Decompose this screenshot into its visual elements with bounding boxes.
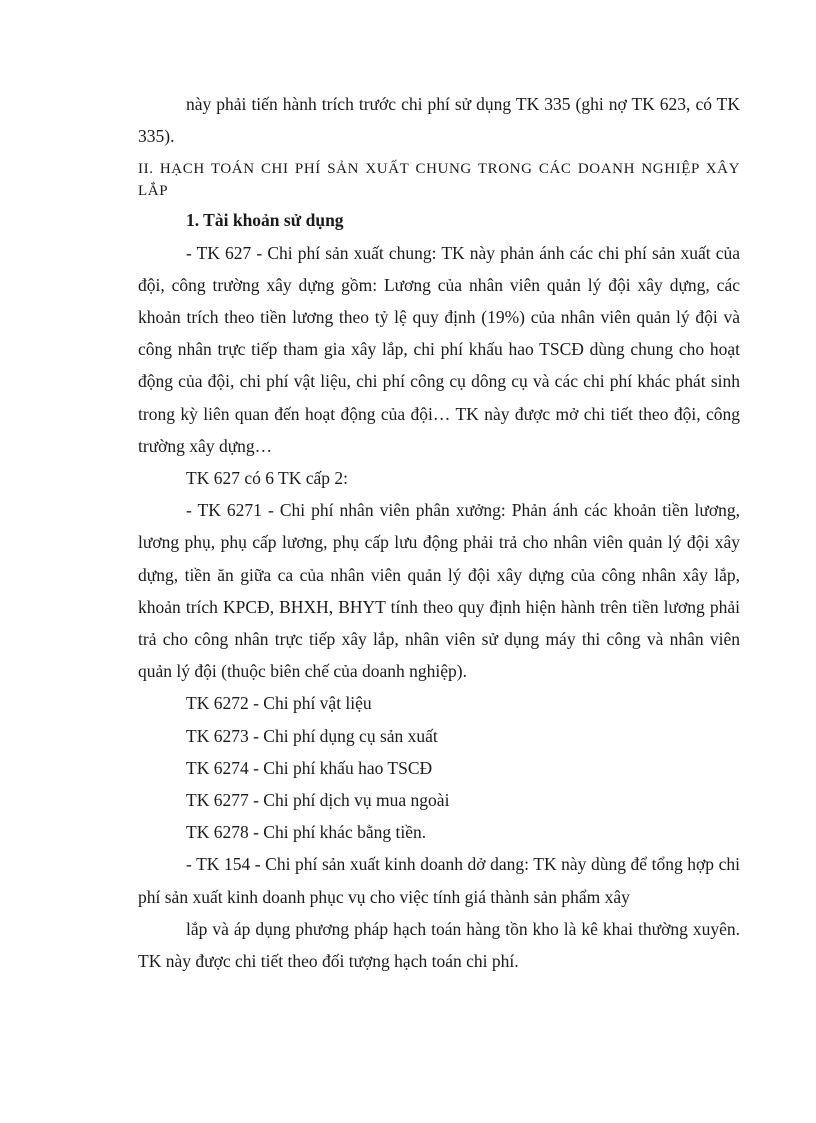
- paragraph-tk6271: - TK 6271 - Chi phí nhân viên phân xưởng: Phản ánh các khoản tiền lương, lương phụ, phụ cấp lương, phụ cấp lưu động phải trả cho nhân viên quản lý đội xây dựng, tiền ăn giữa ca của nhân viên quản lý đội xây dựng của công nhân xây lắp, khoản trích KPCĐ, BHXH, BHYT tính theo quy định hiện hành trên tiền lương phải trả cho công nhân trực tiếp xây lắp, nhân viên sử dụng máy thi công và nhân viên quản lý đội (thuộc biên chế của doanh nghiệp).: [138, 500, 740, 682]
- account-item-6277: TK 6277 - Chi phí dịch vụ mua ngoài: [186, 790, 450, 811]
- paragraph-continuation: này phải tiến hành trích trước chi phí sử dụng TK 335 (ghi nợ TK 623, có TK 335).: [138, 94, 740, 147]
- subheading: 1. Tài khoản sử dụng: [186, 210, 344, 231]
- document-page: [138, 88, 740, 977]
- account-item-6278: TK 6278 - Chi phí khác bằng tiền.: [186, 822, 427, 843]
- paragraph-tk627: - TK 627 - Chi phí sản xuất chung: TK này phản ánh các chi phí sản xuất của đội, công trường xây dựng gồm: Lương của nhân viên quản lý đội xây dựng, các khoản trích theo tiền lương theo tỷ lệ quy định (19%) của nhân viên quản lý đội và công nhân trực tiếp tham gia xây lắp, chi phí khấu hao TSCĐ dùng chung cho hoạt động của đội, chi phí vật liệu, chi phí công cụ dông cụ và các chi phí khác phát sinh trong kỳ liên quan đến hoạt động của đội… TK này được mở chi tiết theo đội, công trường xây dựng…: [138, 242, 740, 456]
- account-item-6274: TK 6274 - Chi phí khấu hao TSCĐ: [186, 757, 433, 778]
- account-item-6273: TK 6273 - Chi phí dụng cụ sản xuất: [186, 725, 438, 746]
- section-heading: II. HẠCH TOÁN CHI PHÍ SẢN XUẤT CHUNG TRONG CÁC DOANH NGHIỆP XÂY LẮP: [138, 161, 740, 200]
- paragraph-tk154: - TK 154 - Chi phí sản xuất kinh doanh dở dang: TK này dùng để tổng hợp chi phí sản xuất kinh doanh phục vụ cho việc tính giá thành sản phẩm xây: [138, 854, 740, 907]
- account-item-6272: TK 6272 - Chi phí vật liệu: [186, 693, 372, 714]
- paragraph-tk627-subaccounts: TK 627 có 6 TK cấp 2:: [186, 468, 349, 489]
- paragraph-tk154-continued: lắp và áp dụng phương pháp hạch toán hàng tồn kho là kê khai thường xuyên. TK này được chi tiết theo đối tượng hạch toán chi phí.: [138, 918, 740, 972]
